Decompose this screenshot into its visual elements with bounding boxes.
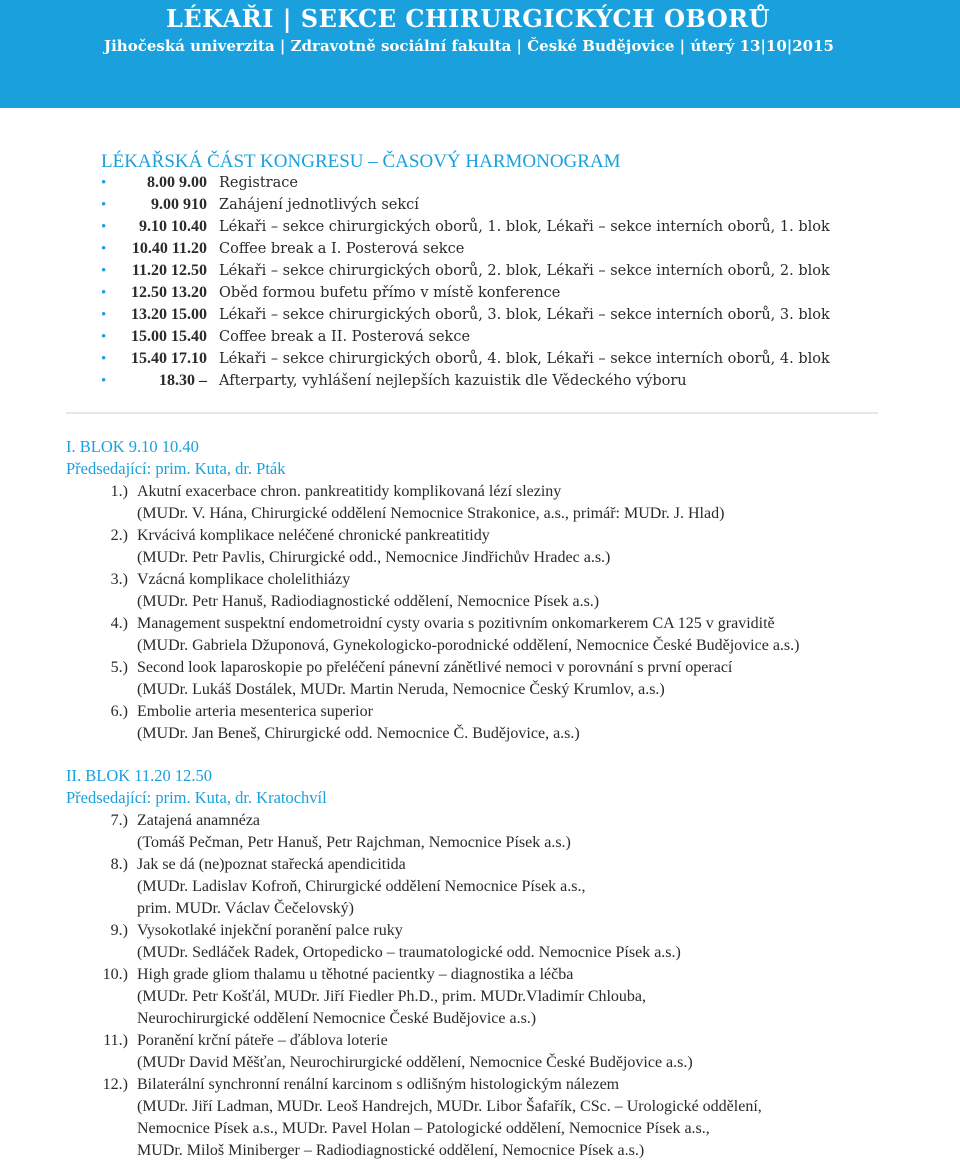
item-text: (MUDr David Měšťan, Neurochirurgické oddělení, Nemocnice České Budějovice a.s.) — [137, 1054, 693, 1071]
schedule-time: 13.20 15.00 — [131, 306, 207, 323]
bullet-icon: • — [101, 241, 107, 257]
bullet-icon: • — [101, 351, 107, 367]
item-text: Management suspektní endometroidní cysty ovaria s pozitivním onkomarkerem CA 125 v graviditě — [137, 615, 775, 632]
item-text: Vysokotlaké injekční poranění palce ruky — [137, 922, 403, 939]
list-item — [66, 920, 946, 942]
schedule-item — [101, 216, 901, 238]
list-item — [66, 964, 946, 986]
list-item — [66, 1008, 946, 1030]
item-text: Neurochirurgické oddělení Nemocnice České Budějovice a.s.) — [137, 1010, 537, 1027]
schedule-time: 12.50 13.20 — [131, 284, 207, 301]
item-text: (MUDr. Jan Beneš, Chirurgické odd. Nemocnice Č. Budějovice, a.s.) — [137, 725, 580, 742]
item-text: (MUDr. Gabriela Džuponová, Gynekologicko-porodnické oddělení, Nemocnice České Budějovice a.s.) — [137, 637, 800, 654]
schedule-time: 18.30 – — [159, 372, 207, 389]
list-item — [66, 1140, 946, 1162]
schedule-item — [101, 304, 901, 326]
list-item — [66, 657, 946, 679]
item-text: Vzácná komplikace cholelithiázy — [137, 571, 351, 588]
schedule-item — [101, 348, 901, 370]
bullet-icon: • — [101, 307, 107, 323]
item-text: Krvácivá komplikace neléčené chronické pankreatitidy — [137, 527, 490, 544]
schedule-list — [101, 172, 901, 392]
schedule-desc: Lékaři – sekce chirurgických oborů, 2. blok, Lékaři – sekce interních oborů, 2. blok — [219, 263, 830, 279]
schedule-desc: Coffee break a II. Posterová sekce — [219, 329, 471, 345]
item-text: (MUDr. Petr Hanuš, Radiodiagnostické oddělení, Nemocnice Písek a.s.) — [137, 593, 600, 610]
item-text: Jak se dá (ne)poznat stařecká apendicitida — [137, 856, 406, 873]
bullet-icon: • — [101, 285, 107, 301]
schedule-desc: Afterparty, vyhlášení nejlepších kazuistik dle Vědeckého výboru — [219, 373, 687, 389]
item-text: (MUDr. V. Hána, Chirurgické oddělení Nemocnice Strakonice, a.s., primář: MUDr. J. Hlad) — [137, 505, 725, 522]
schedule-time: 8.00 9.00 — [147, 174, 207, 191]
schedule-desc: Lékaři – sekce chirurgických oborů, 3. blok, Lékaři – sekce interních oborů, 3. blok — [219, 307, 830, 323]
section-divider — [66, 412, 878, 414]
page-subtitle: Jihočeská univerzita | Zdravotně sociální fakulta | České Budějovice | úterý 13|10|2015 — [104, 37, 834, 55]
list-item — [66, 569, 946, 591]
item-number: 10.) — [102, 966, 128, 983]
block-1-list — [66, 481, 946, 745]
bullet-icon: • — [101, 263, 107, 279]
program-title: LÉKAŘSKÁ ČÁST KONGRESU – ČASOVÝ HARMONOGRAM — [101, 151, 621, 172]
item-text: (MUDr. Petr Košťál, MUDr. Jiří Fiedler Ph.D., prim. MUDr.Vladimír Chlouba, — [137, 988, 647, 1005]
item-number: 6.) — [110, 703, 128, 720]
list-item — [66, 679, 946, 701]
list-item — [66, 1118, 946, 1140]
item-text: (MUDr. Lukáš Dostálek, MUDr. Martin Neruda, Nemocnice Český Krumlov, a.s.) — [137, 681, 665, 698]
schedule-desc: Lékaři – sekce chirurgických oborů, 4. blok, Lékaři – sekce interních oborů, 4. blok — [219, 351, 830, 367]
block-1-heading: I. BLOK 9.10 10.40 — [66, 437, 199, 456]
item-text: (Tomáš Pečman, Petr Hanuš, Petr Rajchman, Nemocnice Písek a.s.) — [137, 834, 571, 851]
list-item — [66, 1096, 946, 1118]
list-item — [66, 503, 946, 525]
bullet-icon: • — [101, 175, 107, 191]
list-item — [66, 810, 946, 832]
list-item — [66, 591, 946, 613]
schedule-item — [101, 370, 901, 392]
schedule-time: 15.40 17.10 — [131, 350, 207, 367]
list-item — [66, 635, 946, 657]
list-item — [66, 723, 946, 745]
list-item — [66, 613, 946, 635]
page-title: LÉKAŘI | SEKCE CHIRURGICKÝCH OBORŮ — [166, 4, 771, 33]
list-item — [66, 481, 946, 503]
list-item — [66, 898, 946, 920]
block-2-list — [66, 810, 946, 1162]
schedule-time: 9.10 10.40 — [139, 218, 207, 235]
item-text: (MUDr. Petr Pavlis, Chirurgické odd., Nemocnice Jindřichův Hradec a.s.) — [137, 549, 611, 566]
item-number: 3.) — [110, 571, 128, 588]
item-number: 1.) — [110, 483, 128, 500]
schedule-item — [101, 238, 901, 260]
list-item — [66, 986, 946, 1008]
block-2-chair: Předsedající: prim. Kuta, dr. Kratochvíl — [66, 788, 327, 807]
schedule-time: 10.40 11.20 — [131, 240, 207, 257]
item-text: Akutní exacerbace chron. pankreatitidy komplikovaná lézí sleziny — [137, 483, 562, 500]
item-text: Bilaterální synchronní renální karcinom s odlišným histologickým nálezem — [137, 1076, 620, 1093]
block-1-chair: Předsedající: prim. Kuta, dr. Pták — [66, 459, 286, 478]
item-text: MUDr. Miloš Miniberger – Radiodiagnostické oddělení, Nemocnice Písek a.s.) — [137, 1142, 645, 1159]
schedule-time: 15.00 15.40 — [131, 328, 207, 345]
header-banner — [0, 0, 960, 108]
schedule-item — [101, 194, 901, 216]
item-text: (MUDr. Ladislav Kofroň, Chirurgické oddělení Nemocnice Písek a.s., — [137, 878, 586, 895]
list-item — [66, 1030, 946, 1052]
schedule-item — [101, 260, 901, 282]
item-text: (MUDr. Sedláček Radek, Ortopedicko – traumatologické odd. Nemocnice Písek a.s.) — [137, 944, 681, 961]
item-number: 11.) — [103, 1032, 128, 1049]
item-text: Poranění krční páteře – ďáblova loterie — [137, 1032, 388, 1049]
list-item — [66, 525, 946, 547]
list-item — [66, 854, 946, 876]
item-text: High grade gliom thalamu u těhotné pacientky – diagnostika a léčba — [137, 966, 574, 983]
list-item — [66, 701, 946, 723]
bullet-icon: • — [101, 197, 107, 213]
item-number: 8.) — [110, 856, 128, 873]
item-number: 7.) — [110, 812, 128, 829]
list-item — [66, 1074, 946, 1096]
list-item — [66, 547, 946, 569]
list-item — [66, 876, 946, 898]
item-text: (MUDr. Jiří Ladman, MUDr. Leoš Handrejch, MUDr. Libor Šafařík, CSc. – Urologické oddělení, — [137, 1098, 762, 1115]
item-text: Second look laparoskopie po přeléčení pánevní zánětlivé nemoci v porovnání s první operací — [137, 659, 733, 676]
item-number: 2.) — [110, 527, 128, 544]
schedule-item — [101, 282, 901, 304]
schedule-desc: Coffee break a I. Posterová sekce — [219, 241, 465, 257]
list-item — [66, 832, 946, 854]
item-text: Nemocnice Písek a.s., MUDr. Pavel Holan – Patologické oddělení, Nemocnice Písek a.s., — [137, 1120, 710, 1137]
schedule-desc: Oběd formou bufetu přímo v místě konference — [219, 285, 561, 301]
block-2-heading: II. BLOK 11.20 12.50 — [66, 766, 213, 785]
schedule-item — [101, 172, 901, 194]
list-item — [66, 1052, 946, 1074]
item-number: 5.) — [110, 659, 128, 676]
schedule-desc: Registrace — [219, 175, 298, 191]
item-text: prim. MUDr. Václav Čečelovský) — [137, 900, 354, 917]
bullet-icon: • — [101, 219, 107, 235]
schedule-desc: Zahájení jednotlivých sekcí — [219, 197, 419, 213]
bullet-icon: • — [101, 329, 107, 345]
schedule-time: 11.20 12.50 — [131, 262, 207, 279]
item-number: 9.) — [110, 922, 128, 939]
item-text: Zatajená anamnéza — [137, 812, 261, 829]
schedule-desc: Lékaři – sekce chirurgických oborů, 1. blok, Lékaři – sekce interních oborů, 1. blok — [219, 219, 830, 235]
list-item — [66, 942, 946, 964]
schedule-time: 9.00 910 — [151, 196, 207, 213]
item-number: 12.) — [102, 1076, 128, 1093]
schedule-item — [101, 326, 901, 348]
bullet-icon: • — [101, 373, 107, 389]
item-text: Embolie arteria mesenterica superior — [137, 703, 373, 720]
item-number: 4.) — [110, 615, 128, 632]
